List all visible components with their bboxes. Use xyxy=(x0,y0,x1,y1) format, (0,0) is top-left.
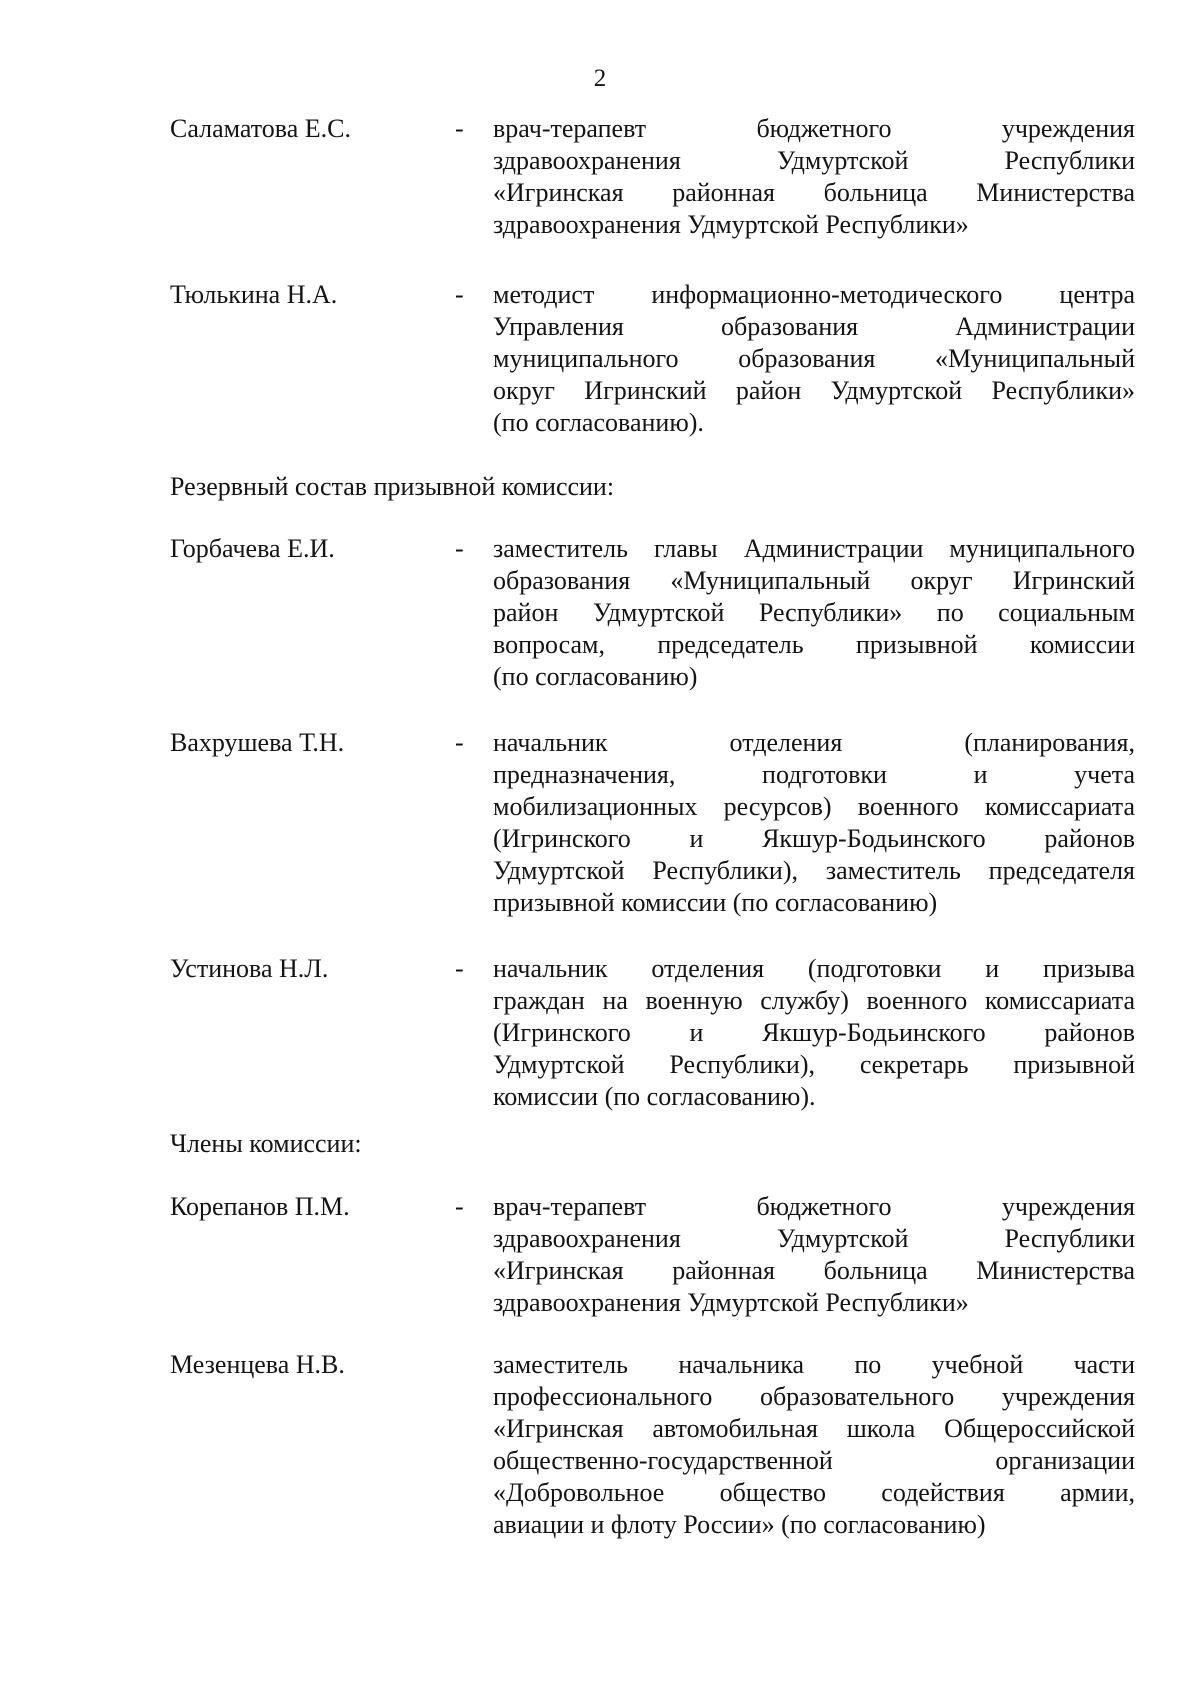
description-line: призывной комиссии (по согласованию) xyxy=(493,888,938,917)
description-line: (Игринского и Якшур-Бодьинского районов xyxy=(493,1018,1135,1047)
description-line: «Добровольное общество содействия армии, xyxy=(493,1478,1135,1507)
description-line: (Игринского и Якшур-Бодьинского районов xyxy=(493,824,1135,853)
dash-separator: - xyxy=(455,954,464,983)
reserve-composition-heading: Резервный состав призывной комиссии: xyxy=(170,472,615,501)
description-line: врач-терапевт бюджетного учреждения xyxy=(493,1192,1135,1221)
description-line: профессионального образовательного учреждения xyxy=(493,1382,1135,1411)
description-line: округ Игринский район Удмуртской Республики» xyxy=(493,376,1135,405)
page-number: 2 xyxy=(593,65,607,92)
description-line: Удмуртской Республики), секретарь призывной xyxy=(493,1050,1135,1079)
member-name: Тюлькина Н.А. xyxy=(170,280,338,309)
description-line: граждан на военную службу) военного комиссариата xyxy=(493,986,1135,1015)
description-line: вопросам, председатель призывной комиссии xyxy=(493,630,1135,659)
member-description xyxy=(493,533,1135,693)
description-line: авиации и флоту России» (по согласованию) xyxy=(493,1510,986,1539)
description-line: «Игринская районная больница Министерства xyxy=(493,178,1135,207)
description-line: начальник отделения (подготовки и призыва xyxy=(493,954,1135,983)
dash-separator: - xyxy=(455,114,464,143)
description-line: мобилизационных ресурсов) военного комиссариата xyxy=(493,792,1135,821)
member-description xyxy=(493,953,1135,1113)
description-line: методист информационно-методического центра xyxy=(493,280,1135,309)
description-line: здравоохранения Удмуртской Республики xyxy=(493,1224,1135,1253)
member-description xyxy=(493,727,1135,919)
description-line: «Игринская районная больница Министерства xyxy=(493,1256,1135,1285)
member-name: Горбачева Е.И. xyxy=(170,534,335,563)
description-line: Управления образования Администрации xyxy=(493,312,1135,341)
description-line: заместитель главы Администрации муниципального xyxy=(493,534,1135,563)
member-description xyxy=(493,1349,1135,1541)
commission-members-heading: Члены комиссии: xyxy=(170,1129,362,1158)
dash-separator: - xyxy=(455,1192,464,1221)
dash-separator: - xyxy=(455,728,464,757)
member-name: Саламатова Е.С. xyxy=(170,114,351,143)
dash-separator: - xyxy=(455,280,464,309)
member-name: Вахрушева Т.Н. xyxy=(170,728,345,757)
description-line: район Удмуртской Республики» по социальным xyxy=(493,598,1135,627)
description-line: комиссии (по согласованию). xyxy=(493,1082,816,1111)
member-description xyxy=(493,1191,1135,1319)
description-line: (по согласованию). xyxy=(493,408,704,437)
member-name: Мезенцева Н.В. xyxy=(170,1350,345,1379)
member-name: Корепанов П.М. xyxy=(170,1192,350,1221)
dash-separator: - xyxy=(455,534,464,563)
member-name: Устинова Н.Л. xyxy=(170,954,329,983)
description-line: (по согласованию) xyxy=(493,662,698,691)
description-line: общественно-государственной организации xyxy=(493,1446,1135,1475)
description-line: здравоохранения Удмуртской Республики xyxy=(493,146,1135,175)
description-line: муниципального образования «Муниципальный xyxy=(493,344,1135,373)
description-line: предназначения, подготовки и учета xyxy=(493,760,1135,789)
description-line: заместитель начальника по учебной части xyxy=(493,1350,1135,1379)
description-line: начальник отделения (планирования, xyxy=(493,728,1135,757)
description-line: «Игринская автомобильная школа Общероссийской xyxy=(493,1414,1135,1443)
description-line: Удмуртской Республики), заместитель председателя xyxy=(493,856,1135,885)
member-description xyxy=(493,279,1135,439)
member-description xyxy=(493,113,1135,241)
description-line: врач-терапевт бюджетного учреждения xyxy=(493,114,1135,143)
description-line: здравоохранения Удмуртской Республики» xyxy=(493,1288,969,1317)
description-line: здравоохранения Удмуртской Республики» xyxy=(493,210,969,239)
description-line: образования «Муниципальный округ Игринский xyxy=(493,566,1135,595)
